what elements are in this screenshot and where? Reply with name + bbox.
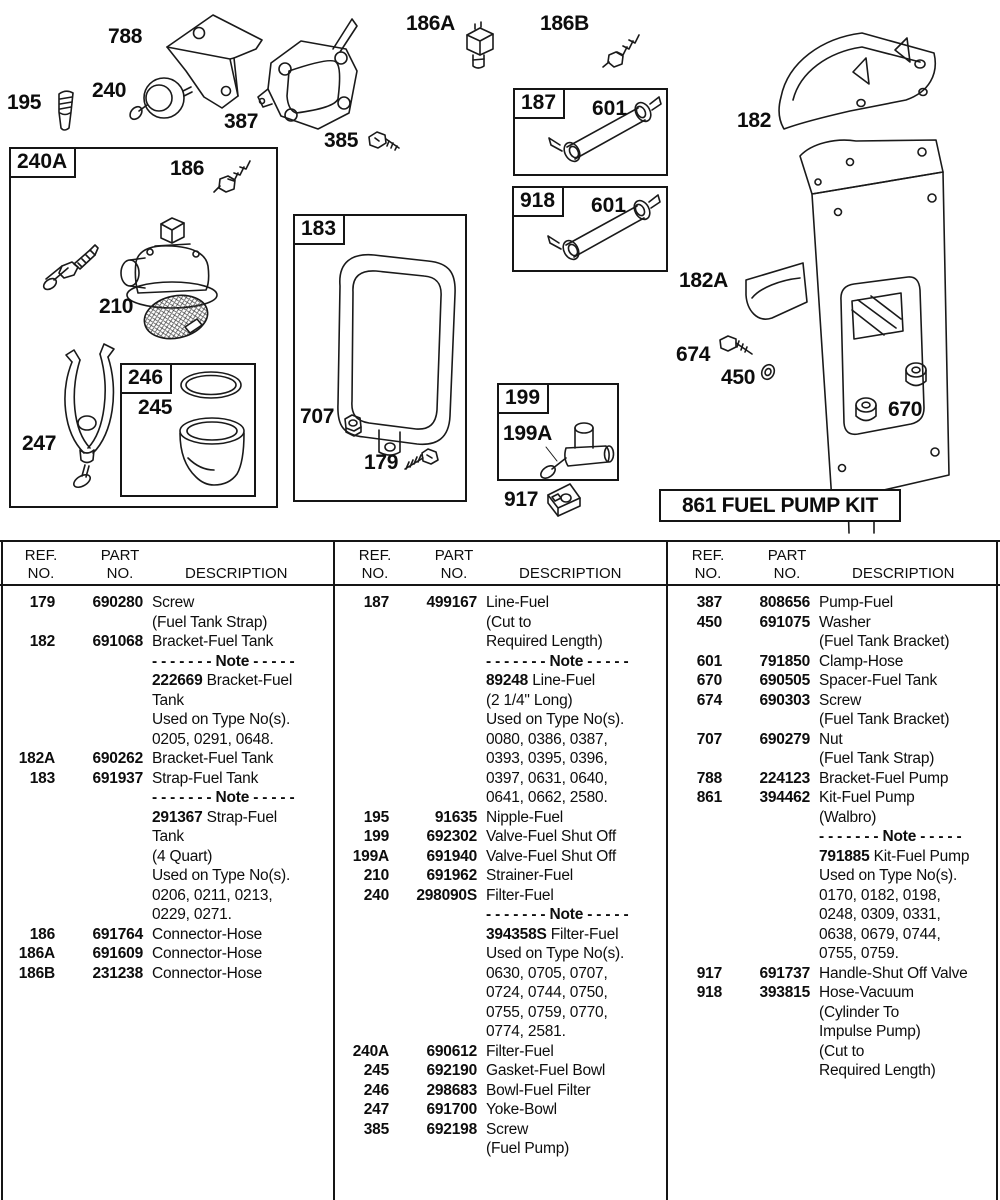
part-no-cell: 692198 [426, 1120, 477, 1138]
ref-no-header: REF. NO. [358, 547, 392, 582]
ref-no-cell: 245 [363, 1062, 389, 1079]
table-divider-1 [333, 540, 335, 1200]
clamp-601-label-2: 601 [591, 194, 627, 217]
group-box-187 [513, 88, 668, 176]
description-line: Strainer-Fuel [486, 867, 573, 884]
description-line: 0755, 0759. [819, 945, 899, 962]
connector-hose-186B-drawing [603, 35, 639, 67]
description-line: Filter-Fuel [486, 1042, 554, 1060]
table-row [337, 1120, 665, 1159]
description-cell [812, 593, 997, 613]
bracket-fuel-tank-182A-drawing [746, 140, 949, 533]
table-row [670, 788, 997, 964]
bracket-fuel-tank-182-drawing [779, 33, 935, 129]
description-line: (Fuel Tank Strap) [152, 613, 268, 631]
description-line: (4 Quart) [152, 847, 213, 865]
description-line: Yoke-Bowl [486, 1101, 557, 1118]
group-box-199-label: 199 [497, 383, 549, 414]
description-cell [812, 769, 997, 789]
description-line: Kit-Fuel Pump [819, 789, 915, 806]
callout-674: 674 [676, 343, 711, 366]
part-no-cell: 691737 [759, 964, 810, 982]
screw-385-drawing [369, 132, 399, 150]
callout-707: 707 [300, 405, 335, 428]
callout-387: 387 [224, 110, 259, 133]
description-line: 0774, 2581. [486, 1023, 566, 1040]
description-line: 791885 Kit-Fuel Pump [819, 847, 970, 865]
ref-no-cell: 186 [29, 925, 55, 943]
ref-no-cell: 246 [363, 1081, 389, 1099]
handle-shut-off-valve-917-drawing [548, 484, 580, 516]
description-cell [479, 827, 665, 847]
table-row [337, 1100, 665, 1120]
ref-no-cell: 210 [363, 867, 389, 884]
column-3-header [670, 547, 997, 582]
description-line: - - - - - - - Note - - - - - [819, 828, 962, 845]
description-line: (Fuel Pump) [486, 1140, 570, 1157]
table-row [670, 983, 997, 1081]
description-line: Hose-Vacuum [819, 984, 914, 1001]
group-box-918 [512, 186, 668, 272]
part-no-cell: 690612 [426, 1042, 477, 1060]
description-cell [145, 964, 332, 984]
part-no-header: PART NO. [767, 547, 807, 582]
ref-no-cell: 918 [696, 984, 722, 1001]
description-line: Used on Type No(s). [152, 867, 291, 884]
screw-674-drawing [720, 336, 752, 354]
callout-385: 385 [324, 129, 359, 152]
description-line: Washer [819, 613, 871, 631]
callout-179: 179 [364, 451, 399, 474]
description-line: (Fuel Tank Strap) [819, 750, 935, 767]
description-line: Screw [486, 1120, 529, 1138]
callout-182: 182 [737, 109, 772, 132]
description-cell [145, 925, 332, 945]
description-cell [812, 613, 997, 652]
note-part-number: 222669 [152, 672, 203, 689]
description-cell [479, 1100, 665, 1120]
ref-no-cell: 601 [696, 652, 722, 670]
ref-no-cell: 195 [363, 808, 389, 826]
description-line: Valve-Fuel Shut Off [486, 847, 617, 865]
description-line: Used on Type No(s). [152, 711, 291, 728]
ref-no-header: REF. NO. [24, 547, 58, 582]
bracket-fuel-pump-788-drawing [167, 15, 262, 108]
column-3-rows [670, 593, 997, 1081]
description-cell [479, 866, 665, 886]
part-no-cell: 91635 [434, 808, 477, 826]
part-no-cell: 393815 [759, 984, 810, 1001]
part-no-cell: 690505 [759, 672, 810, 689]
description-line: (Cut to [486, 613, 532, 631]
description-line: 394358S Filter-Fuel [486, 925, 619, 943]
description-line: 0170, 0182, 0198, [819, 886, 941, 904]
description-line: - - - - - - - Note - - - - - [152, 652, 295, 670]
part-no-cell: 690280 [92, 594, 143, 611]
description-header: DESCRIPTION [519, 564, 622, 582]
description-line: 0641, 0662, 2580. [486, 789, 608, 806]
ref-no-cell: 199 [363, 828, 389, 845]
part-no-cell: 690303 [759, 691, 810, 709]
description-line: 89248 Line-Fuel [486, 672, 596, 689]
callout-186B: 186B [540, 12, 590, 35]
description-line: Line-Fuel [486, 594, 549, 611]
description-cell [145, 632, 332, 749]
description-line: 0393, 0395, 0396, [486, 750, 608, 767]
ref-no-cell: 199A [352, 847, 389, 865]
ref-no-cell: 788 [696, 769, 722, 787]
ref-no-cell: 387 [696, 594, 722, 611]
ref-no-cell: 861 [696, 789, 722, 806]
description-line: (Cut to [819, 1042, 865, 1060]
ref-no-cell: 917 [696, 964, 722, 982]
description-line: 0206, 0211, 0213, [152, 886, 273, 904]
description-line: Clamp-Hose [819, 652, 904, 670]
note-part-number: 89248 [486, 672, 529, 689]
description-cell [479, 1081, 665, 1101]
part-no-cell: 691940 [426, 847, 477, 865]
description-line: Pump-Fuel [819, 594, 894, 611]
ref-no-cell: 240A [352, 1042, 389, 1060]
ref-no-cell: 247 [363, 1101, 389, 1118]
description-line: (Walbro) [819, 808, 877, 826]
description-line: - - - - - - - Note - - - - - [486, 906, 629, 923]
callout-210: 210 [99, 295, 134, 318]
clamp-601-label: 601 [592, 97, 628, 120]
description-line: (Fuel Tank Bracket) [819, 711, 950, 728]
description-header: DESCRIPTION [185, 564, 288, 582]
description-line: (Cylinder To [819, 1003, 900, 1021]
description-line: Impulse Pump) [819, 1023, 921, 1040]
description-line: Spacer-Fuel Tank [819, 672, 937, 689]
part-no-cell: 691962 [426, 867, 477, 884]
note-part-number: 291367 [152, 808, 203, 826]
ref-no-cell: 186B [18, 964, 55, 982]
table-row [337, 886, 665, 1042]
description-cell [812, 964, 997, 984]
description-line: Bracket-Fuel Tank [152, 633, 274, 650]
part-no-cell: 691075 [759, 613, 810, 631]
ref-no-cell: 179 [29, 594, 55, 611]
part-no-header: PART NO. [434, 547, 474, 582]
note-part-number: 394358S [486, 925, 547, 943]
part-no-cell: 691068 [92, 633, 143, 650]
group-box-918-label: 918 [512, 186, 564, 217]
description-line: Valve-Fuel Shut Off [486, 828, 617, 845]
description-cell [479, 1061, 665, 1081]
table-row [670, 730, 997, 769]
description-cell [145, 749, 332, 769]
part-no-cell: 394462 [759, 789, 810, 806]
description-line: Gasket-Fuel Bowl [486, 1062, 606, 1079]
table-right-border [996, 540, 998, 1200]
callout-917: 917 [504, 488, 539, 511]
description-line: Connector-Hose [152, 945, 263, 962]
table-row [3, 944, 332, 964]
table-header-rule [0, 584, 1000, 586]
callout-182A: 182A [679, 269, 729, 292]
description-line: Required Length) [486, 633, 603, 650]
description-line: Screw [819, 691, 862, 709]
parts-column-1 [3, 540, 332, 1200]
ref-no-cell: 707 [696, 730, 722, 748]
callout-199A: 199A [503, 422, 553, 445]
column-1-rows [3, 593, 332, 983]
table-row [3, 769, 332, 925]
description-cell [479, 1042, 665, 1062]
description-line: Bracket-Fuel Tank [152, 750, 274, 767]
description-line: Screw [152, 594, 195, 611]
table-row [670, 691, 997, 730]
description-line: Used on Type No(s). [819, 867, 958, 884]
fuel-pump-kit-box: 861 FUEL PUMP KIT [659, 489, 901, 522]
description-line: 0080, 0386, 0387, [486, 730, 608, 748]
table-row [337, 593, 665, 808]
table-row [670, 769, 997, 789]
description-line: 0630, 0705, 0707, [486, 964, 608, 982]
description-line: 222669 Bracket-Fuel [152, 672, 293, 689]
description-line: Handle-Shut Off Valve [819, 964, 968, 982]
description-header: DESCRIPTION [852, 564, 955, 582]
ref-no-header: REF. NO. [691, 547, 725, 582]
ref-no-cell: 450 [696, 613, 722, 631]
callout-186: 186 [170, 157, 205, 180]
table-row [337, 1061, 665, 1081]
washer-450-drawing [759, 363, 776, 382]
ref-no-cell: 670 [696, 672, 722, 689]
description-line: Bracket-Fuel Pump [819, 769, 949, 787]
group-box-246 [120, 363, 256, 497]
ref-no-cell: 240 [363, 886, 389, 904]
description-line: Tank [152, 691, 184, 709]
description-cell [479, 1120, 665, 1159]
ref-no-cell: 385 [363, 1120, 389, 1138]
description-line: Nut [819, 730, 843, 748]
table-row [3, 593, 332, 632]
table-row [337, 847, 665, 867]
description-line: 0724, 0744, 0750, [486, 984, 608, 1001]
part-no-cell: 224123 [759, 769, 810, 787]
part-no-cell: 692190 [426, 1062, 477, 1079]
description-line: Nipple-Fuel [486, 808, 564, 826]
description-line: Bowl-Fuel Filter [486, 1081, 591, 1099]
description-line: 0638, 0679, 0744, [819, 925, 941, 943]
description-cell [145, 593, 332, 632]
connector-hose-186A-drawing [467, 22, 493, 68]
callout-247: 247 [22, 432, 57, 455]
table-row [670, 671, 997, 691]
description-cell [812, 983, 997, 1081]
part-no-cell: 691764 [92, 925, 143, 943]
part-no-cell: 808656 [759, 594, 810, 611]
part-no-header: PART NO. [100, 547, 140, 582]
description-line: 0248, 0309, 0331, [819, 906, 941, 923]
description-line: - - - - - - - Note - - - - - [486, 652, 629, 670]
description-line: Tank [152, 828, 184, 845]
description-line: (2 1/4" Long) [486, 691, 573, 709]
parts-column-3 [670, 540, 997, 1200]
description-line: 291367 Strap-Fuel [152, 808, 277, 826]
description-line: Used on Type No(s). [486, 945, 625, 962]
description-line: Used on Type No(s). [486, 711, 625, 728]
callout-450: 450 [721, 366, 756, 389]
column-2-rows [337, 593, 665, 1159]
group-box-246-label: 246 [120, 363, 172, 394]
table-row [337, 866, 665, 886]
part-no-cell: 690279 [759, 730, 810, 748]
part-no-cell: 691700 [426, 1101, 477, 1118]
table-row [337, 808, 665, 828]
table-row [3, 925, 332, 945]
table-row [337, 827, 665, 847]
part-no-cell: 691609 [92, 945, 143, 962]
part-no-cell: 231238 [92, 964, 143, 982]
description-line: Connector-Hose [152, 925, 263, 943]
column-1-header [3, 547, 332, 582]
callout-195: 195 [7, 91, 42, 114]
group-box-183-label: 183 [293, 214, 345, 245]
table-row [670, 593, 997, 613]
table-row [670, 964, 997, 984]
part-no-cell: 298090S [416, 886, 477, 904]
part-no-cell: 298683 [426, 1081, 477, 1099]
ref-no-cell: 674 [696, 691, 722, 709]
part-no-cell: 499167 [426, 594, 477, 611]
group-box-240A-label: 240A [9, 147, 76, 178]
part-no-cell: 690262 [92, 750, 143, 767]
description-cell [812, 652, 997, 672]
callout-670: 670 [888, 398, 923, 421]
description-line: 0229, 0271. [152, 906, 232, 923]
description-cell [479, 808, 665, 828]
part-no-cell: 692302 [426, 828, 477, 845]
callout-186A: 186A [406, 12, 456, 35]
table-row [3, 964, 332, 984]
ref-no-cell: 183 [29, 769, 55, 787]
pump-fuel-387-drawing [258, 19, 357, 129]
description-cell [145, 944, 332, 964]
ref-no-cell: 187 [363, 594, 389, 611]
note-part-number: 791885 [819, 847, 870, 865]
part-no-cell: 691937 [92, 769, 143, 787]
nipple-fuel-195-drawing [59, 91, 73, 130]
description-cell [812, 788, 997, 964]
description-cell [479, 847, 665, 867]
description-line: Strap-Fuel Tank [152, 769, 259, 787]
description-cell [812, 730, 997, 769]
description-line: 0397, 0631, 0640, [486, 769, 608, 787]
ref-no-cell: 182 [29, 633, 55, 650]
table-left-border [1, 540, 3, 1200]
parts-column-2 [337, 540, 665, 1200]
description-line: 0205, 0291, 0648. [152, 730, 274, 748]
column-2-header [337, 547, 665, 582]
callout-240: 240 [92, 79, 127, 102]
callout-245: 245 [138, 396, 173, 419]
table-top-rule [0, 540, 1000, 542]
table-row [670, 613, 997, 652]
table-row [337, 1042, 665, 1062]
table-row [3, 749, 332, 769]
fuel-filter-240-drawing [128, 78, 192, 122]
description-line: Connector-Hose [152, 964, 263, 982]
group-box-187-label: 187 [513, 88, 565, 119]
description-line: Filter-Fuel [486, 886, 554, 904]
description-cell [812, 671, 997, 691]
part-no-cell: 791850 [759, 652, 810, 670]
table-divider-2 [666, 540, 668, 1200]
ref-no-cell: 182A [18, 750, 55, 767]
table-row [337, 1081, 665, 1101]
description-line: Required Length) [819, 1062, 936, 1079]
table-row [670, 652, 997, 672]
ref-no-cell: 186A [18, 945, 55, 962]
description-cell [479, 593, 665, 808]
description-line: - - - - - - - Note - - - - - [152, 789, 295, 806]
description-line: (Fuel Tank Bracket) [819, 633, 950, 650]
description-cell [479, 886, 665, 1042]
description-cell [812, 691, 997, 730]
callout-788: 788 [108, 25, 143, 48]
description-cell [145, 769, 332, 925]
description-line: 0755, 0759, 0770, [486, 1003, 608, 1021]
table-row [3, 632, 332, 749]
